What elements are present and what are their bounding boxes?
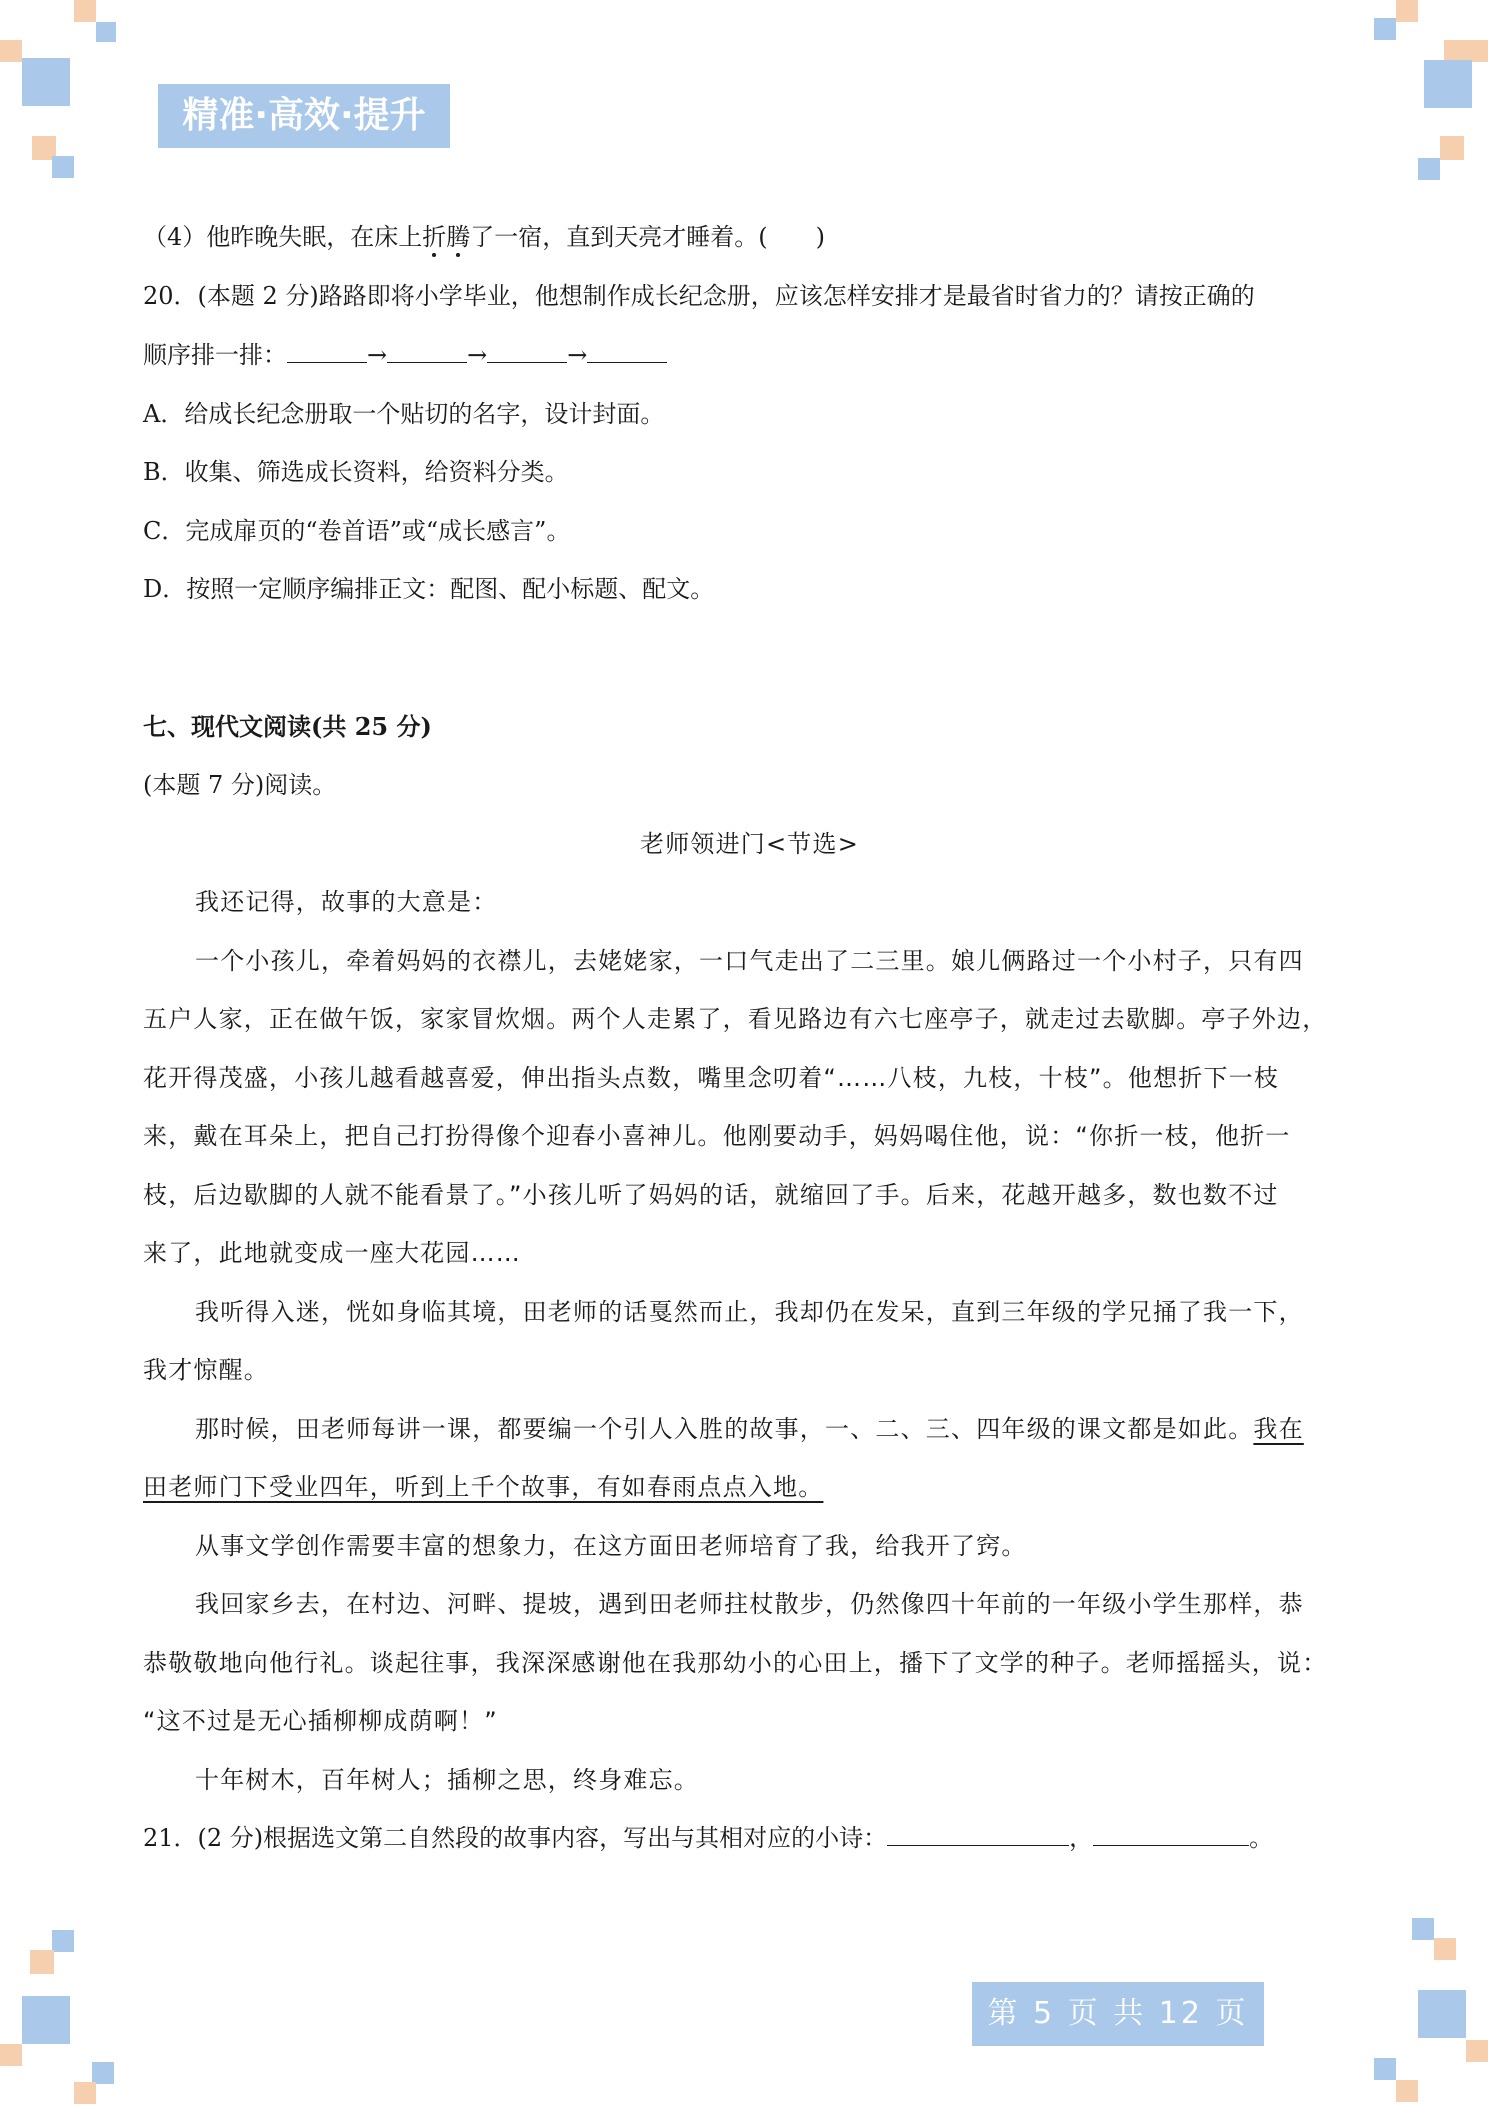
decor-square xyxy=(1434,1938,1456,1960)
decor-square xyxy=(1440,136,1464,160)
decor-square xyxy=(74,0,96,22)
decor-square xyxy=(0,40,22,62)
decor-square xyxy=(0,2044,22,2066)
q20-option-d: D．按照一定顺序编排正文：配图、配小标题、配文。 xyxy=(143,575,715,603)
article-paragraph: 从事文学创作需要丰富的想象力，在这方面田老师培育了我，给我开了窍。 xyxy=(195,1532,1027,1560)
q20-option-b: B．收集、筛选成长资料，给资料分类。 xyxy=(143,458,569,486)
decor-square xyxy=(74,2082,96,2104)
decor-square xyxy=(1418,1990,1466,2038)
decor-square xyxy=(92,2062,114,2084)
decor-square xyxy=(1444,40,1488,62)
decor-square xyxy=(1412,1918,1434,1940)
decor-square xyxy=(52,1930,74,1952)
decor-square xyxy=(52,156,74,178)
section-title: 七、现代文阅读(共 25 分) xyxy=(143,712,432,741)
article-line: 来了，此地就变成一座大花园…… xyxy=(143,1239,521,1267)
q21-stem: 21．(2 分)根据选文第二自然段的故事内容，写出与其相对应的小诗： ， 。 xyxy=(143,1821,1273,1855)
article-line: 五户人家，正在做午饭，家家冒炊烟。两个人走累了，看见路边有六七座亭子，就走过去歇脚。亭子外边， xyxy=(143,1005,1328,1033)
decor-square xyxy=(1418,158,1440,180)
answer-blank[interactable] xyxy=(587,338,667,363)
q20-stem: 20．(本题 2 分)路路即将小学毕业，他想制作成长纪念册，应该怎样安排才是最省时省力的？请按正确的 xyxy=(143,282,1255,310)
answer-blank[interactable] xyxy=(287,338,367,363)
decor-square xyxy=(1374,18,1396,40)
section-intro: (本题 7 分)阅读。 xyxy=(143,771,337,799)
brand-banner: 精准·高效·提升 xyxy=(158,84,450,148)
article-paragraph: 我还记得，故事的大意是： xyxy=(195,888,498,916)
article-paragraph: 我回家乡去，在村边、河畔、提坡，遇到田老师拄杖散步，仍然像四十年前的一年级小学生那样，恭 xyxy=(195,1590,1304,1618)
article-line: 花开得茂盛，小孩儿越看越喜爱，伸出指头点数，嘴里念叨着“……八枝，九枝，十枝”。他想折下一枝 xyxy=(143,1064,1280,1092)
article-title: 老师领进门<节选> xyxy=(640,830,860,858)
article-paragraph: 一个小孩儿，牵着妈妈的衣襟儿，去姥姥家，一口气走出了二三里。娘儿俩路过一个小村子，只有四 xyxy=(195,947,1304,975)
underlined-sentence: 我在 xyxy=(1253,1415,1304,1443)
decor-square xyxy=(1396,2080,1418,2102)
article-line: “这不过是无心插柳柳成荫啊！” xyxy=(143,1707,498,1735)
decor-square xyxy=(22,1996,70,2044)
answer-blank[interactable] xyxy=(887,1821,1069,1846)
article-paragraph: 那时候，田老师每讲一课，都要编一个引人入胜的故事，一、二、三、四年级的课文都是如此。我在 xyxy=(195,1415,1304,1443)
q20-option-a: A．给成长纪念册取一个贴切的名字，设计封面。 xyxy=(143,400,665,428)
dotted-char: 腾 xyxy=(446,223,471,251)
answer-blank[interactable] xyxy=(1093,1821,1249,1846)
decor-square xyxy=(30,1950,54,1974)
q20-option-c: C．完成扉页的“卷首语”或“成长感言”。 xyxy=(143,517,571,545)
article-paragraph: 十年树木，百年树人；插柳之思，终身难忘。 xyxy=(195,1766,699,1794)
article-line: 来，戴在耳朵上，把自己打扮得像个迎春小喜神儿。他刚要动手，妈妈喝住他，说：“你折一枝，他折一 xyxy=(143,1122,1291,1150)
article-line: 枝，后边歇脚的人就不能看景了。”小孩儿听了妈妈的话，就缩回了手。后来，花越开越多，数也数不过 xyxy=(143,1181,1279,1209)
decor-square xyxy=(96,22,116,42)
decor-square xyxy=(1374,2058,1396,2080)
page-number-badge: 第 5 页 共 12 页 xyxy=(972,1982,1264,2046)
underlined-sentence: 田老师门下受业四年，听到上千个故事，有如春雨点点入地。 xyxy=(143,1473,824,1501)
article-line: 我才惊醒。 xyxy=(143,1356,269,1384)
article-line: 恭敬敬地向他行礼。谈起往事，我深深感谢他在我那幼小的心田上，播下了文学的种子。老师摇摇头，说： xyxy=(143,1649,1328,1677)
decor-square xyxy=(22,58,70,106)
answer-blank[interactable] xyxy=(487,338,567,363)
q19-item-4: （4）他昨晚失眠，在床上折腾了一宿，直到天亮才睡着。( ) xyxy=(143,223,826,251)
answer-blank[interactable] xyxy=(387,338,467,363)
decor-square xyxy=(1396,0,1418,22)
article-paragraph: 我听得入迷，恍如身临其境，田老师的话戛然而止，我却仍在发呆，直到三年级的学兄捅了我一下， xyxy=(195,1298,1304,1326)
dotted-char: 折 xyxy=(422,223,447,251)
decor-square xyxy=(1424,60,1472,108)
decor-square xyxy=(1466,2040,1488,2062)
q20-order-line: 顺序排一排： → → → xyxy=(143,338,667,372)
